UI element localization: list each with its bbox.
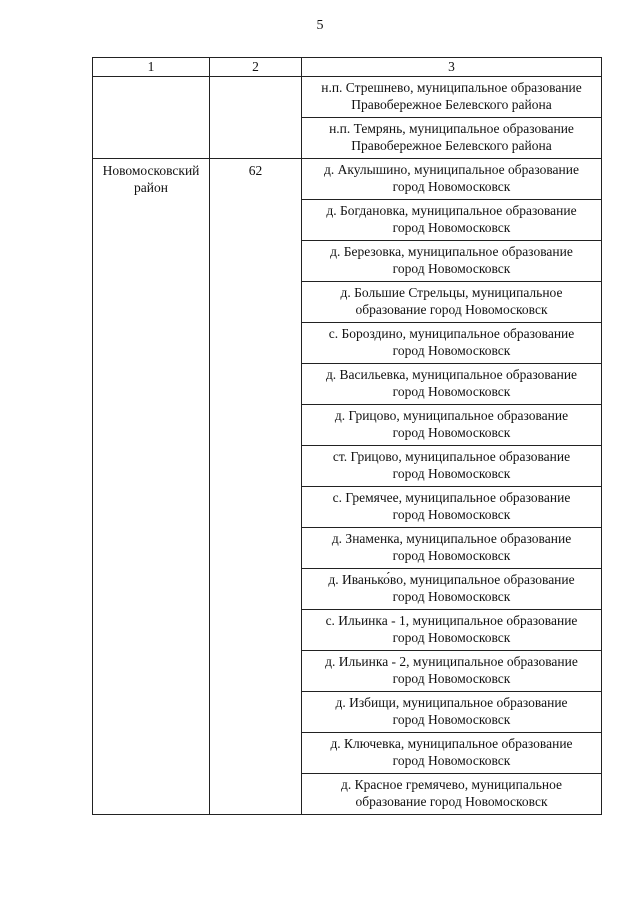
district-cell	[93, 159, 210, 815]
settlement-line: город Новомосковск	[392, 425, 511, 440]
table-row	[93, 77, 602, 118]
settlement-line: город Новомосковск	[392, 507, 511, 522]
settlement-cell	[302, 651, 602, 692]
settlement-cell	[302, 405, 602, 446]
empty-count-cell	[210, 77, 302, 159]
district-name-line: район	[134, 180, 168, 195]
settlement-line: город Новомосковск	[392, 589, 511, 604]
settlement-cell	[302, 241, 602, 282]
settlement-cell	[302, 446, 602, 487]
settlement-cell	[302, 323, 602, 364]
settlement-line: н.п. Темрянь, муниципальное образование	[329, 121, 574, 136]
settlement-cell	[302, 364, 602, 405]
settlement-line: н.п. Стрешнево, муниципальное образование	[321, 80, 582, 95]
settlement-line: город Новомосковск	[392, 671, 511, 686]
district-name-line: Новомосковский	[102, 163, 200, 178]
settlement-cell	[302, 733, 602, 774]
settlement-line: город Новомосковск	[392, 179, 511, 194]
settlement-line: город Новомосковск	[392, 220, 511, 235]
settlement-line: город Новомосковск	[392, 630, 511, 645]
settlement-cell	[302, 528, 602, 569]
settlement-line: с. Ильинка - 1, муниципальное образование	[325, 613, 578, 628]
settlement-cell	[302, 118, 602, 159]
settlement-line: д. Грицово, муниципальное образование	[334, 408, 569, 423]
empty-district-cell	[93, 77, 210, 159]
settlement-line: город Новомосковск	[392, 753, 511, 768]
settlement-line: д. Акулышино, муниципальное образование	[324, 162, 579, 177]
settlement-line: ст. Грицово, муниципальное образование	[332, 449, 571, 464]
settlement-line: город Новомосковск	[392, 261, 511, 276]
column-header-2: 2	[210, 58, 302, 77]
settlement-line: образование город Новомосковск	[355, 794, 548, 809]
settlement-line: д. Богдановка, муниципальное образование	[326, 203, 577, 218]
settlement-cell	[302, 610, 602, 651]
settlement-line: д. Ильинка - 2, муниципальное образование	[325, 654, 578, 669]
settlement-cell	[302, 77, 602, 118]
settlements-table	[92, 57, 602, 815]
settlement-line: д. Ключевка, муниципальное образование	[330, 736, 573, 751]
settlement-line: Правобережное Белевского района	[351, 138, 552, 153]
settlement-cell	[302, 282, 602, 323]
table-header-row	[93, 58, 602, 77]
settlement-line: город Новомосковск	[392, 548, 511, 563]
settlement-line: город Новомосковск	[392, 343, 511, 358]
settlement-cell	[302, 487, 602, 528]
settlement-line: город Новомосковск	[392, 712, 511, 727]
count-cell: 62	[210, 159, 302, 815]
settlement-line: д. Избищи, муниципальное образование	[335, 695, 568, 710]
settlement-line: город Новомосковск	[392, 384, 511, 399]
settlement-line: д. Красное гремячево, муниципальное	[340, 777, 562, 792]
settlement-cell	[302, 569, 602, 610]
settlement-line: город Новомосковск	[392, 466, 511, 481]
column-header-3: 3	[302, 58, 602, 77]
settlement-line: д. Васильевка, муниципальное образование	[325, 367, 578, 382]
settlement-cell	[302, 159, 602, 200]
settlement-cell	[302, 774, 602, 815]
settlement-cell	[302, 692, 602, 733]
settlement-line: образование город Новомосковск	[355, 302, 548, 317]
settlement-line: д. Большие Стрельцы, муниципальное	[340, 285, 563, 300]
settlement-line: д. Иванько́во, муниципальное образование	[328, 572, 575, 587]
table-row	[93, 159, 602, 200]
column-header-1: 1	[93, 58, 210, 77]
settlement-cell	[302, 200, 602, 241]
settlement-line: д. Березовка, муниципальное образование	[330, 244, 573, 259]
settlement-line: д. Знаменка, муниципальное образование	[331, 531, 572, 546]
settlement-line: с. Бороздино, муниципальное образование	[328, 326, 575, 341]
settlement-line: Правобережное Белевского района	[351, 97, 552, 112]
settlement-line: с. Гремячее, муниципальное образование	[332, 490, 571, 505]
page-number: 5	[316, 18, 324, 33]
